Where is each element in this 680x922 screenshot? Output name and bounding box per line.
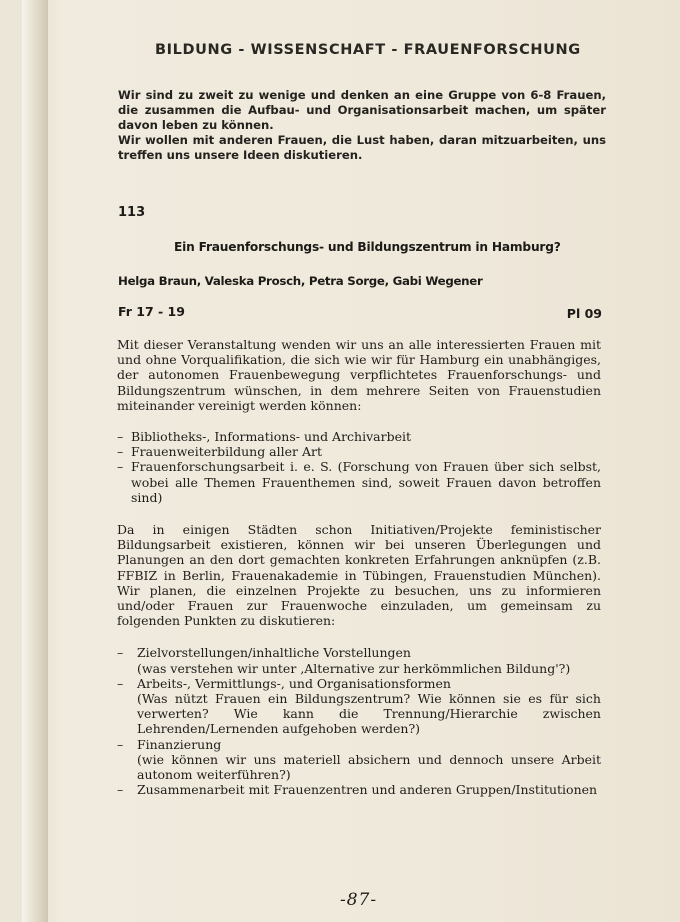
list-item-detail: (wie können wir uns materiell absichern und dennoch unsere Arbeit autonom weiterführen?)	[137, 751, 601, 783]
list-item-heading: Zielvorstellungen/inhaltliche Vorstellungen	[137, 645, 411, 661]
event-time: Fr 17 - 19	[118, 304, 185, 319]
intro-paragraph-2: Wir wollen mit anderen Frauen, die Lust haben, daran mitzuarbeiten, uns treffen uns unsere Ideen diskutieren.	[118, 133, 606, 162]
dash-bullet: –	[117, 459, 124, 475]
intro-text	[118, 88, 606, 163]
dash-bullet: –	[117, 675, 124, 691]
dash-bullet: –	[117, 444, 124, 460]
list-item-text: Frauenweiterbildung aller Art	[131, 444, 322, 460]
topics-list	[117, 429, 601, 505]
list-item-detail: (Was nützt Frauen ein Bildungszentrum? Wie können sie es für sich verwerten? Wie kann die Trennung/Hierarchie zwischen Lehrenden/Lernenden aufgehoben werden?)	[137, 691, 601, 737]
list-item	[117, 782, 601, 797]
discussion-points-list	[117, 645, 601, 797]
list-item	[117, 737, 601, 783]
dash-bullet: –	[117, 429, 124, 445]
page-number: -87-	[340, 890, 378, 910]
list-item	[117, 444, 601, 459]
list-item	[117, 645, 601, 675]
list-item-heading: Finanzierung	[137, 736, 222, 752]
description-paragraph-2: Da in einigen Städten schon Initiativen/Projekte feministischer Bildungsarbeit existieren, können wir bei unseren Überlegungen und Planungen an den dort gemachten konkreten Erfahrungen anknüpfen (z.B. FFBIZ in Berlin, Frauenakademie in Tübingen, Frauenstudien München). Wir planen, die einzelnen Projekte zu besuchen, uns zu informieren und/oder Frauen zur Frauenwoche einzuladen, um gemeinsam zu folgenden Punkten zu diskutieren:	[117, 522, 601, 629]
intro-paragraph-1: Wir sind zu zweit zu wenige und denken an eine Gruppe von 6-8 Frauen, die zusammen die Aufbau- und Organisationsarbeit machen, um später davon leben zu können.	[118, 88, 606, 132]
list-item	[117, 429, 601, 444]
list-item-heading: Zusammenarbeit mit Frauenzentren und anderen Gruppen/Institutionen	[137, 782, 598, 798]
event-title: Ein Frauenforschungs- und Bildungszentrum in Hamburg?	[174, 240, 561, 254]
list-item-detail: (was verstehen wir unter ‚Alternative zur herkömmlichen Bildung'?)	[137, 660, 571, 676]
dash-bullet: –	[117, 782, 124, 798]
list-item-heading: Arbeits-, Vermittlungs-, und Organisationsformen	[137, 675, 451, 691]
list-item	[117, 459, 601, 505]
dash-bullet: –	[117, 645, 124, 661]
list-item-text: Frauenforschungsarbeit i. e. S. (Forschung von Frauen über sich selbst, wobei alle Themen Frauenthemen sind, soweit Frauen davon betroffen sind)	[131, 459, 601, 505]
running-head: BILDUNG - WISSENSCHAFT - FRAUENFORSCHUNG	[155, 42, 581, 58]
dash-bullet: –	[117, 736, 124, 752]
description-paragraph-1: Mit dieser Veranstaltung wenden wir uns an alle interessierten Frauen mit und ohne Vorqualifikation, die sich wie wir für Hamburg ein unabhängiges, der autonomen Frauenbewegung verpflichtetes Frauenforschungs- und Bildungszentrum wünschen, in dem mehrere Seiten von Frauenstudien miteinander vereinigt werden können:	[117, 337, 601, 413]
event-description	[117, 337, 601, 797]
event-authors: Helga Braun, Valeska Prosch, Petra Sorge, Gabi Wegener	[118, 274, 483, 288]
event-room: Pl 09	[566, 306, 602, 321]
event-number: 113	[118, 205, 146, 220]
list-item	[117, 676, 601, 737]
list-item-text: Bibliotheks-, Informations- und Archivarbeit	[131, 429, 412, 445]
book-spine-shadow	[22, 0, 48, 922]
